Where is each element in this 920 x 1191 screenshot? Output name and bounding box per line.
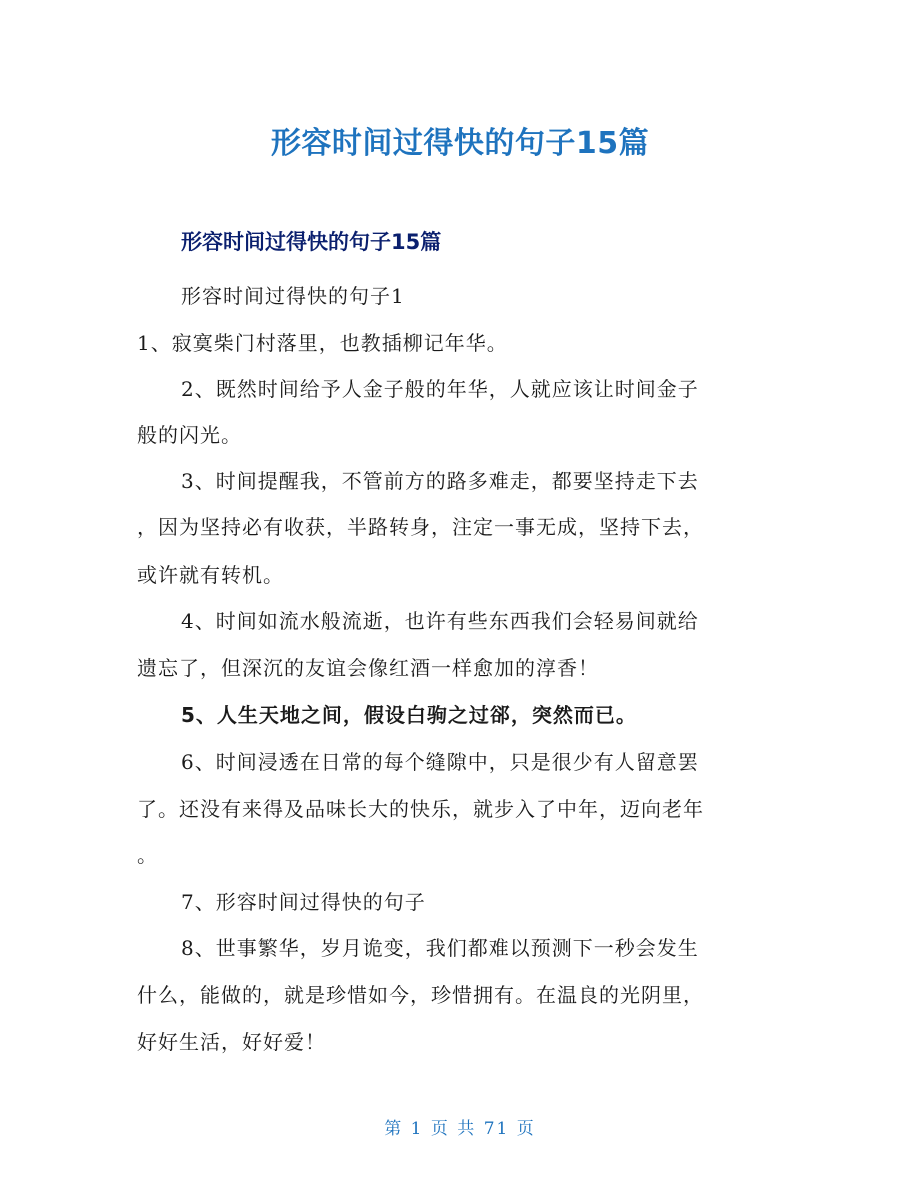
line-5: ，因为坚持必有收获，半路转身，注定一事无成，坚持下去，	[137, 515, 704, 539]
line-11: 了。还没有来得及品味长大的快乐，就步入了中年，迈向老年	[137, 797, 704, 821]
line-4: 3、时间提醒我，不管前方的路多难走，都要坚持走下去	[181, 469, 699, 493]
line-16: 好好生活，好好爱！	[137, 1030, 326, 1054]
line-6: 或许就有转机。	[137, 563, 284, 587]
line-7: 4、时间如流水般流逝，也许有些东西我们会轻易间就给	[181, 609, 699, 633]
document-subtitle: 形容时间过得快的句子15篇	[181, 230, 442, 254]
line-8: 遗忘了，但深沉的友谊会像红酒一样愈加的淳香！	[137, 656, 599, 680]
line-10: 6、时间浸透在日常的每个缝隙中，只是很少有人留意罢	[181, 750, 699, 774]
line-3: 般的闪光。	[137, 423, 242, 447]
section-heading: 形容时间过得快的句子1	[181, 284, 405, 308]
line-9: 5、人生天地之间，假设白驹之过郤，突然而已。	[181, 703, 637, 727]
line-13: 7、形容时间过得快的句子	[181, 890, 426, 914]
line-14: 8、世事繁华，岁月诡变，我们都难以预测下一秒会发生	[181, 936, 699, 960]
line-1: 1、寂寞柴门村落里，也教插柳记年华。	[137, 331, 508, 355]
line-12: 。	[137, 843, 158, 867]
line-2: 2、既然时间给予人金子般的年华，人就应该让时间金子	[181, 377, 699, 401]
document-title: 形容时间过得快的句子15篇	[270, 126, 650, 161]
page-footer: 第 1 页 共 71 页	[384, 1119, 536, 1139]
line-15: 什么，能做的，就是珍惜如今，珍惜拥有。在温良的光阴里，	[137, 983, 704, 1007]
